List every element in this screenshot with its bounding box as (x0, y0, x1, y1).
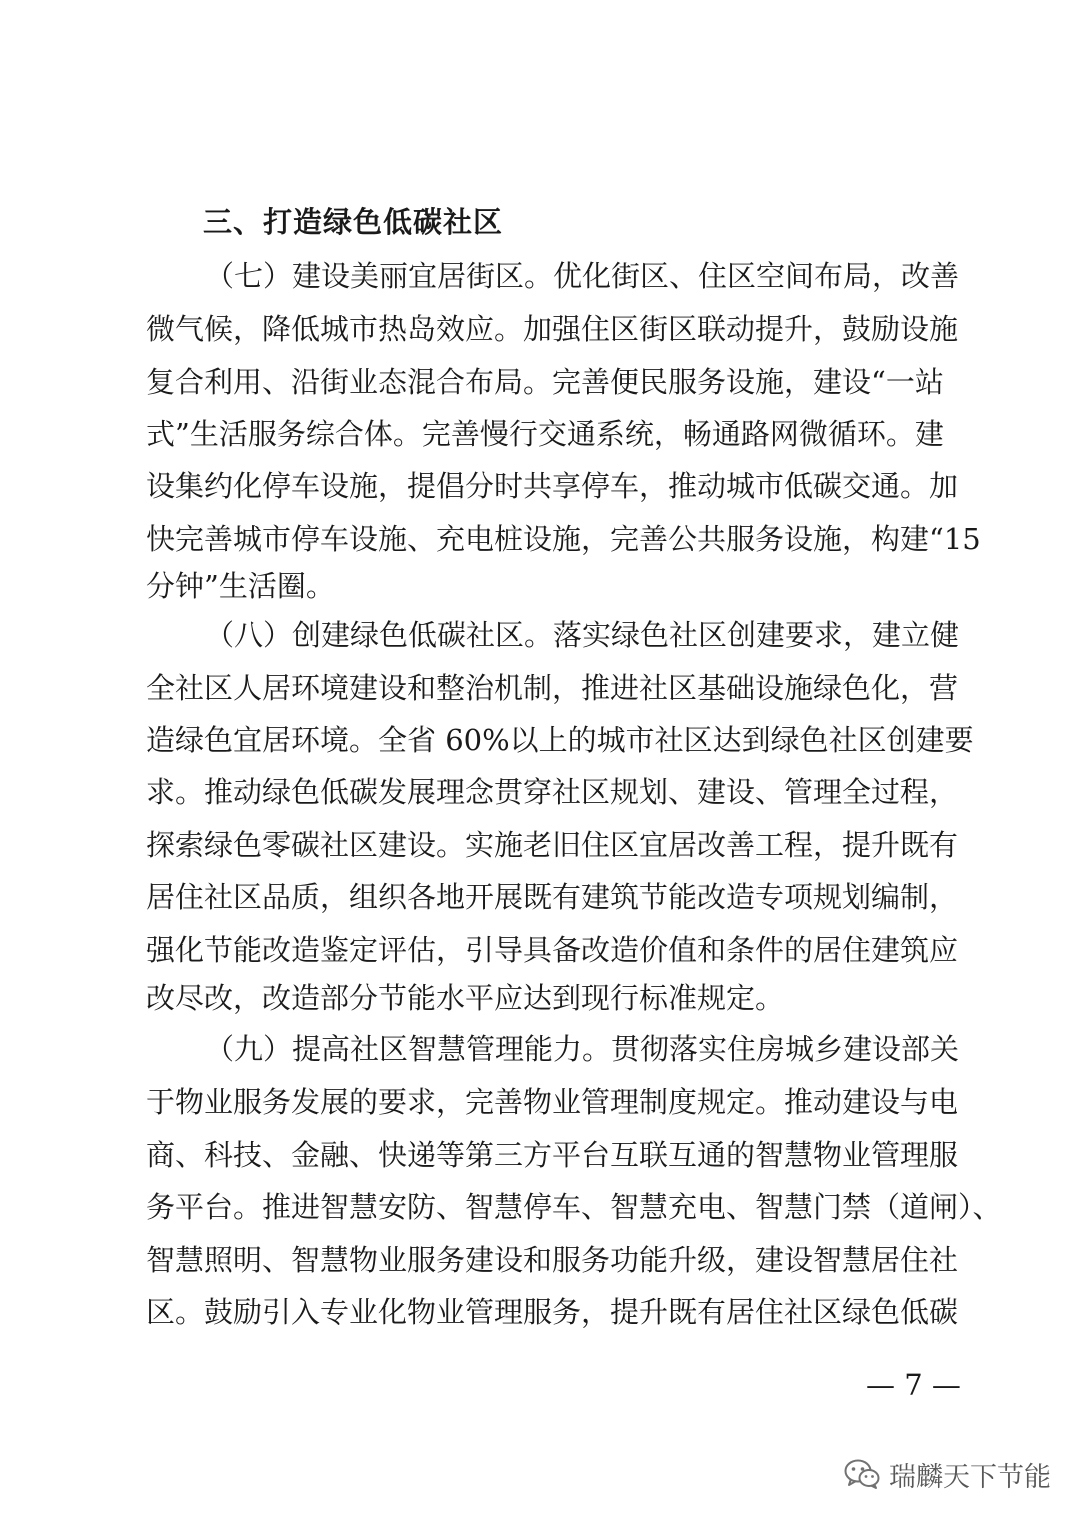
paragraph-line: 求。推动绿色低碳发展理念贯穿社区规划、建设、管理全过程， (146, 775, 959, 809)
paragraph-line: 造绿色宜居环境。全省 60%以上的城市社区达到绿色社区创建要 (146, 723, 974, 757)
paragraph-line: 设集约化停车设施，提倡分时共享停车，推动城市低碳交通。加 (146, 469, 959, 503)
watermark-text: 瑞麟天下节能 (889, 1461, 1051, 1493)
paragraph-line: （八）创建绿色低碳社区。落实绿色社区创建要求，建立健 (205, 618, 960, 652)
paragraph-line: 智慧照明、智慧物业服务建设和服务功能升级，建设智慧居住社 (146, 1243, 959, 1277)
paragraph-line: 居住社区品质，组织各地开展既有建筑节能改造专项规划编制， (146, 880, 959, 914)
paragraph-line: 探索绿色零碳社区建设。实施老旧住区宜居改善工程，提升既有 (146, 828, 959, 862)
watermark (843, 1454, 1051, 1494)
section-heading: 三、打造绿色低碳社区 (203, 205, 504, 239)
paragraph-line: （九）提高社区智慧管理能力。贯彻落实住房城乡建设部关 (205, 1032, 960, 1066)
paragraph-line: 商、科技、金融、快递等第三方平台互联互通的智慧物业管理服 (146, 1138, 959, 1172)
page-number: — 7 — (866, 1368, 961, 1402)
paragraph-line: （七）建设美丽宜居街区。优化街区、住区空间布局，改善 (205, 259, 960, 293)
paragraph-line: 务平台。推进智慧安防、智慧停车、智慧充电、智慧门禁（道闸）、 (146, 1190, 1002, 1224)
paragraph-line: 于物业服务发展的要求，完善物业管理制度规定。推动建设与电 (146, 1085, 959, 1119)
paragraph-line: 全社区人居环境建设和整治机制，推进社区基础设施绿色化，营 (146, 671, 959, 705)
paragraph-line: 复合利用、沿街业态混合布局。完善便民服务设施，建设“一站 (146, 365, 944, 399)
paragraph-line: 式”生活服务综合体。完善慢行交通系统，畅通路网微循环。建 (146, 417, 944, 451)
paragraph-line: 快完善城市停车设施、充电桩设施，完善公共服务设施，构建“15 (146, 522, 981, 556)
paragraph-line: 区。鼓励引入专业化物业管理服务，提升既有居住社区绿色低碳 (146, 1295, 959, 1329)
wechat-icon (843, 1458, 881, 1490)
paragraph-line: 分钟”生活圈。 (146, 569, 335, 603)
paragraph-line: 强化节能改造鉴定评估，引导具备改造价值和条件的居住建筑应 (146, 933, 959, 967)
paragraph-line: 微气候，降低城市热岛效应。加强住区街区联动提升，鼓励设施 (146, 312, 959, 346)
paragraph-line: 改尽改，改造部分节能水平应达到现行标准规定。 (146, 981, 785, 1015)
